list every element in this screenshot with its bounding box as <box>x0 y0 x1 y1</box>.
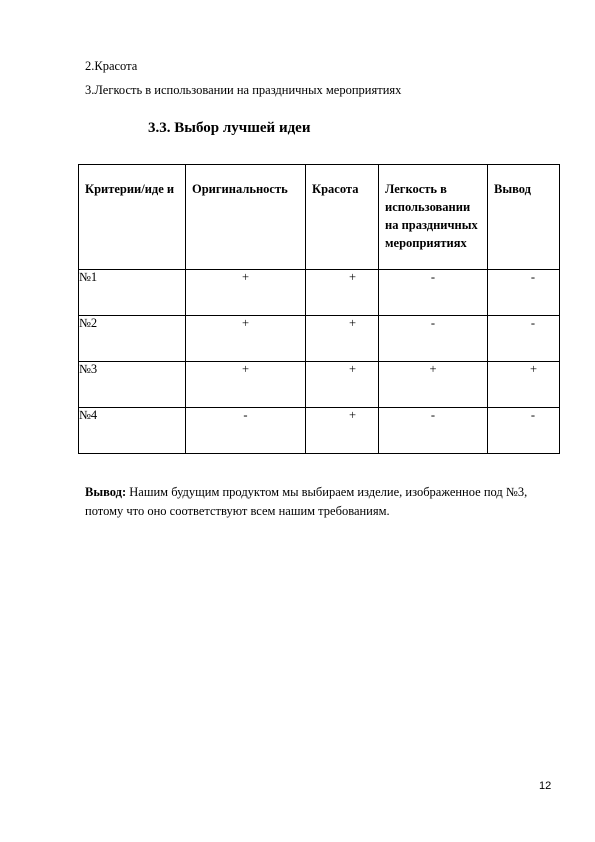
table-row <box>79 270 560 316</box>
header-conclusion: Вывод <box>488 165 560 270</box>
table-cell: - <box>379 408 488 454</box>
header-criteria: Критерии/иде и <box>79 165 186 270</box>
conclusion-text: Нашим будущим продуктом мы выбираем изделие, изображенное под №3, потому что оно соответствуют всем нашим требованиям. <box>85 485 528 518</box>
table-cell: + <box>488 362 560 408</box>
list-item-ease-of-use: 3.Легкость в использовании на праздничных мероприятиях <box>85 83 402 97</box>
table-cell: + <box>306 316 379 362</box>
table-row <box>79 316 560 362</box>
table-cell: + <box>186 362 306 408</box>
table-cell: + <box>306 362 379 408</box>
row-label: №2 <box>79 316 186 362</box>
table-cell: + <box>186 316 306 362</box>
table-cell: - <box>488 270 560 316</box>
section-heading: 3.3. Выбор лучшей идеи <box>148 120 311 136</box>
list-item-beauty: 2.Красота <box>85 59 138 73</box>
table-cell: - <box>379 316 488 362</box>
table-cell: + <box>186 270 306 316</box>
table-header-row <box>79 165 560 270</box>
table-row <box>79 362 560 408</box>
row-label: №4 <box>79 408 186 454</box>
row-label: №1 <box>79 270 186 316</box>
table-cell: + <box>379 362 488 408</box>
header-ease-of-use: Легкость в использовании на праздничных мероприятиях <box>379 165 488 270</box>
conclusion-paragraph <box>85 483 565 521</box>
table-cell: - <box>186 408 306 454</box>
criteria-table <box>78 164 560 454</box>
header-beauty: Красота <box>306 165 379 270</box>
table-cell: - <box>488 316 560 362</box>
table-row <box>79 408 560 454</box>
table-cell: + <box>306 270 379 316</box>
row-label: №3 <box>79 362 186 408</box>
table-cell: - <box>379 270 488 316</box>
table-cell: - <box>488 408 560 454</box>
conclusion-label: Вывод: <box>85 485 127 499</box>
header-originality: Оригинальность <box>186 165 306 270</box>
table-cell: + <box>306 408 379 454</box>
page-number: 12 <box>539 780 552 792</box>
